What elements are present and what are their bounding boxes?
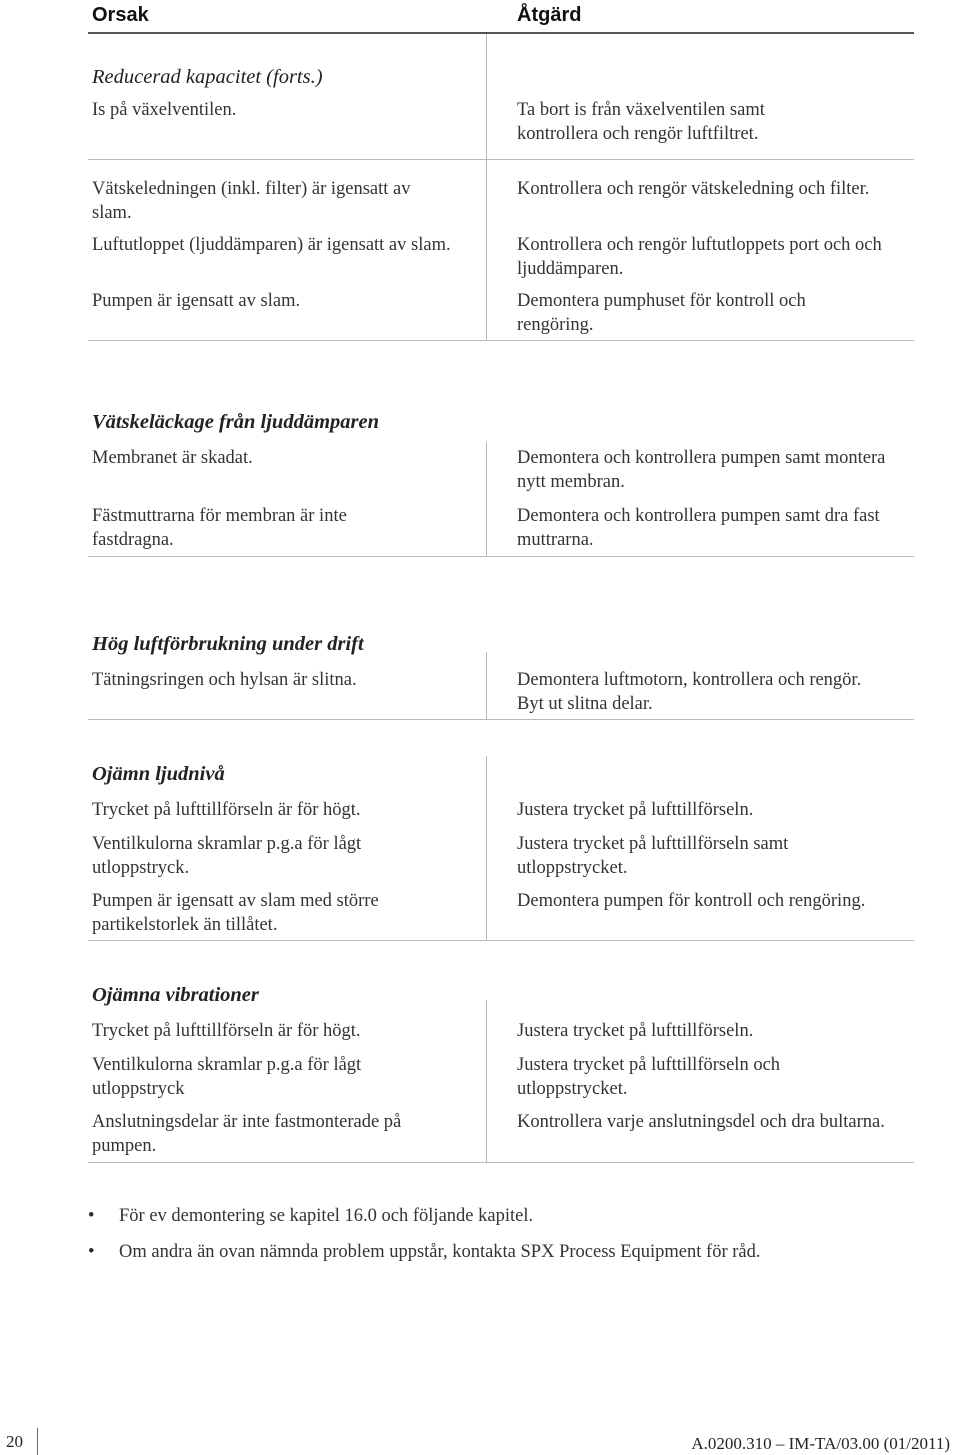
cause-text: Membranet är skadat. [92,448,253,468]
document-code: A.0200.310 – IM-TA/03.00 (01/2011) [691,1434,950,1453]
bullet-icon: • [88,1242,95,1262]
action-text: Demontera luftmotorn, kontrollera och rengör. Byt ut slitna delar. [517,670,862,714]
column-divider [486,442,487,556]
section-rule [88,340,914,341]
section-rule [88,940,914,941]
column-divider [486,34,487,340]
cause-text: Is på växelventilen. [92,100,237,120]
column-divider [486,1000,487,1162]
cause-text: Vätskeledningen (inkl. filter) är igensatt av slam. [92,179,411,223]
action-text: Kontrollera och rengör vätskeledning och filter. [517,179,870,199]
section-rule [88,556,914,557]
action-text: Demontera och kontrollera pumpen samt montera nytt membran. [517,448,886,492]
cause-text: Ventilkulorna skramlar p.g.a för lågt utloppstryck [92,1055,362,1099]
cause-text: Trycket på lufttillförseln är för högt. [92,1021,361,1041]
section-rule [88,1162,914,1163]
action-text: Kontrollera varje anslutningsdel och dra bultarna. [517,1112,885,1132]
column-divider [486,652,487,719]
section-title: Reducerad kapacitet (forts.) [92,66,323,88]
cause-text: Pumpen är igensatt av slam med större partikelstorlek än tillåtet. [92,891,379,935]
cause-text: Anslutningsdelar är inte fastmonterade på pumpen. [92,1112,402,1156]
action-text: Demontera pumphuset för kontroll och rengöring. [517,291,806,335]
cause-text: Tätningsringen och hylsan är slitna. [92,670,357,690]
action-text: Justera trycket på lufttillförseln samt utloppstrycket. [517,834,789,878]
column-header-action: Åtgärd [517,4,582,26]
action-text: Justera trycket på lufttillförseln. [517,800,754,820]
cause-text: Pumpen är igensatt av slam. [92,291,301,311]
footer-divider [37,1428,38,1455]
section-title: Ojämn ljudnivå [92,763,225,785]
bullet-icon: • [88,1206,95,1226]
section-title: Hög luftförbrukning under drift [92,633,364,655]
action-text: Demontera pumpen för kontroll och rengöring. [517,891,866,911]
section-title: Ojämna vibrationer [92,984,259,1006]
action-text: Justera trycket på lufttillförseln. [517,1021,754,1041]
row-rule [88,159,914,160]
action-text: Ta bort is från växelventilen samt kontrollera och rengör luftfiltret. [517,100,765,144]
cause-text: Fästmuttrarna för membran är inte fastdragna. [92,506,347,550]
note-text: Om andra än ovan nämnda problem uppstår, kontakta SPX Process Equipment för råd. [119,1242,761,1262]
page-number: 20 [6,1432,23,1451]
section-title: Vätskeläckage från ljuddämparen [92,411,380,433]
cause-text: Ventilkulorna skramlar p.g.a för lågt utloppstryck. [92,834,362,878]
cause-text: Trycket på lufttillförseln är för högt. [92,800,361,820]
action-text: Justera trycket på lufttillförseln och utloppstrycket. [517,1055,781,1099]
cause-text: Luftutloppet (ljuddämparen) är igensatt av slam. [92,235,451,255]
column-divider [486,756,487,940]
header-rule [88,32,914,34]
column-header-cause: Orsak [92,4,149,26]
action-text: Demontera och kontrollera pumpen samt dra fast muttrarna. [517,506,880,550]
section-rule [88,719,914,720]
action-text: Kontrollera och rengör luftutloppets port och och ljuddämparen. [517,235,882,279]
note-text: För ev demontering se kapitel 16.0 och följande kapitel. [119,1206,534,1226]
